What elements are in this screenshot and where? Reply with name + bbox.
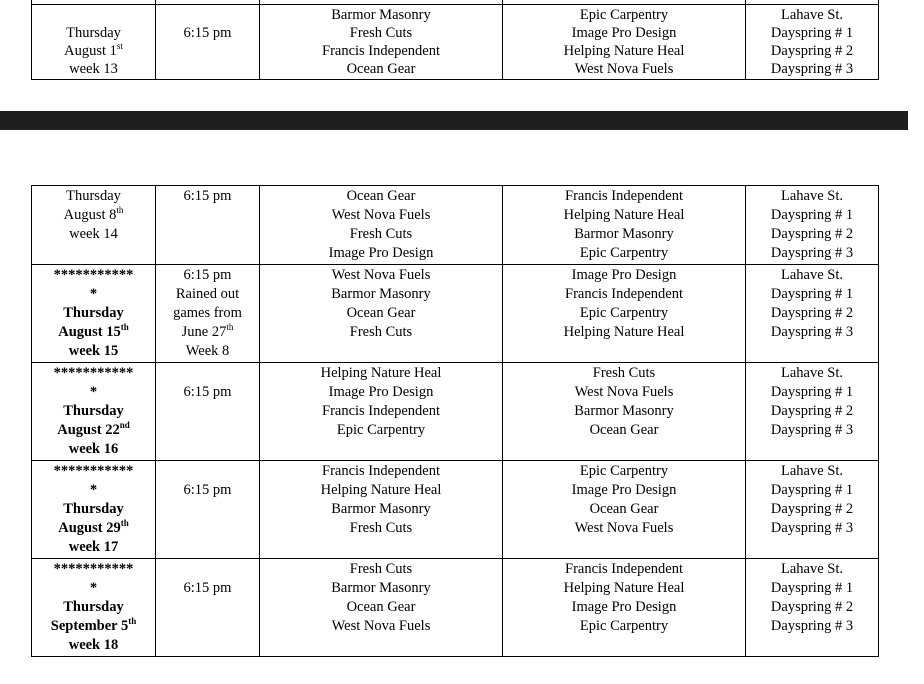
teams-col1-cell [260, 559, 503, 657]
team-name: Epic Carpentry [579, 305, 669, 321]
time-line: 6:15 pm [183, 384, 232, 400]
ordinal-superscript: th [128, 616, 137, 627]
date-line: August 1st [64, 41, 123, 59]
date-line: *********** [53, 267, 134, 283]
time-line: Week 8 [185, 343, 230, 359]
team-name: Image Pro Design [328, 384, 434, 400]
ordinal-superscript: st [116, 41, 123, 52]
fields-cell [746, 5, 879, 80]
date-line: week 13 [69, 61, 118, 77]
team-name: Epic Carpentry [579, 618, 669, 634]
date-line: August 8th [63, 205, 124, 223]
time-line [158, 462, 257, 481]
team-name: Barmor Masonry [331, 580, 431, 596]
fields-cell [746, 363, 879, 461]
team-name: Francis Independent [322, 403, 440, 419]
team-name: Image Pro Design [328, 245, 434, 261]
time-cell [156, 5, 260, 80]
team-name: Epic Carpentry [579, 463, 669, 479]
page-break-bar [0, 111, 908, 130]
schedule-table-page1 [31, 0, 879, 80]
team-name: Ocean Gear [346, 305, 416, 321]
date-cell [32, 461, 156, 559]
date-line: * [89, 482, 98, 498]
time-line: 6:15 pm [183, 25, 232, 41]
team-name: Ocean Gear [346, 599, 416, 615]
fields-cell [746, 186, 879, 265]
field-name: Dayspring # 1 [770, 286, 854, 302]
team-name: Barmor Masonry [331, 7, 431, 23]
schedule-table [31, 0, 879, 80]
field-name: Dayspring # 3 [770, 422, 854, 438]
team-name: Fresh Cuts [592, 365, 656, 381]
field-name: Dayspring # 3 [770, 618, 854, 634]
date-line: September 5th [50, 616, 137, 634]
team-name: Ocean Gear [589, 501, 659, 517]
team-name: Barmor Masonry [331, 501, 431, 517]
schedule-table [31, 185, 879, 657]
field-name: Lahave St. [780, 267, 843, 283]
time-line: Rained out [175, 286, 240, 302]
field-name: Dayspring # 1 [770, 207, 854, 223]
team-name: Image Pro Design [571, 25, 677, 41]
date-line: week 14 [69, 226, 118, 242]
field-name: Dayspring # 1 [770, 25, 854, 41]
time-line [158, 560, 257, 579]
time-cell [156, 186, 260, 265]
schedule-row [32, 5, 879, 80]
field-name: Dayspring # 2 [770, 403, 854, 419]
schedule-row [32, 363, 879, 461]
teams-col2-cell [503, 186, 746, 265]
date-line: *********** [53, 463, 134, 479]
date-line: week 17 [68, 539, 119, 555]
teams-col2-cell [503, 5, 746, 80]
date-line: August 15th [58, 322, 129, 340]
date-cell [32, 265, 156, 363]
schedule-table-body [32, 0, 879, 80]
date-line: Thursday [63, 305, 124, 321]
date-line: *********** [53, 365, 134, 381]
time-line [158, 6, 257, 24]
team-name: Ocean Gear [346, 188, 416, 204]
field-name: Dayspring # 2 [770, 599, 854, 615]
field-name: Dayspring # 2 [770, 43, 854, 59]
time-cell [156, 461, 260, 559]
date-cell [32, 5, 156, 80]
date-line: week 18 [68, 637, 119, 653]
teams-col1-cell [260, 186, 503, 265]
team-name: Helping Nature Heal [563, 580, 685, 596]
time-cell [156, 265, 260, 363]
date-line: *********** [53, 561, 134, 577]
team-name: Epic Carpentry [336, 422, 426, 438]
date-line: Thursday [66, 25, 121, 41]
date-line: Thursday [63, 599, 124, 615]
field-name: Lahave St. [780, 463, 843, 479]
team-name: Fresh Cuts [349, 561, 413, 577]
team-name: Image Pro Design [571, 267, 677, 283]
team-name: Francis Independent [565, 286, 683, 302]
ordinal-superscript: th [120, 518, 129, 529]
ordinal-superscript: th [116, 205, 124, 216]
date-line: August 29th [58, 518, 129, 536]
team-name: Ocean Gear [346, 61, 416, 77]
team-name: West Nova Fuels [331, 207, 431, 223]
field-name: Dayspring # 3 [770, 520, 854, 536]
field-name: Dayspring # 1 [770, 580, 854, 596]
ordinal-superscript: th [226, 322, 234, 333]
team-name: Barmor Masonry [574, 226, 674, 242]
time-line: June 27th [181, 322, 234, 340]
date-line: * [89, 580, 98, 596]
team-name: Helping Nature Heal [563, 43, 685, 59]
field-name: Dayspring # 1 [770, 482, 854, 498]
team-name: Francis Independent [565, 188, 683, 204]
field-name: Lahave St. [780, 561, 843, 577]
field-name: Lahave St. [780, 365, 843, 381]
ordinal-superscript: nd [119, 420, 130, 431]
date-line: * [89, 384, 98, 400]
team-name: West Nova Fuels [574, 61, 674, 77]
time-cell [156, 363, 260, 461]
teams-col2-cell [503, 265, 746, 363]
teams-col1-cell [260, 461, 503, 559]
team-name: Barmor Masonry [574, 403, 674, 419]
time-line [158, 364, 257, 383]
fields-cell [746, 265, 879, 363]
time-line: 6:15 pm [183, 482, 232, 498]
time-line: 6:15 pm [183, 580, 232, 596]
team-name: West Nova Fuels [331, 618, 431, 634]
teams-col2-cell [503, 363, 746, 461]
team-name: Image Pro Design [571, 599, 677, 615]
date-cell [32, 186, 156, 265]
team-name: Fresh Cuts [349, 226, 413, 242]
team-name: West Nova Fuels [574, 384, 674, 400]
team-name: Epic Carpentry [579, 245, 669, 261]
teams-col1-cell [260, 265, 503, 363]
schedule-table-body [32, 186, 879, 657]
field-name: Dayspring # 2 [770, 226, 854, 242]
team-name: Helping Nature Heal [563, 324, 685, 340]
field-name: Lahave St. [780, 188, 843, 204]
fields-cell [746, 559, 879, 657]
field-name: Dayspring # 3 [770, 324, 854, 340]
schedule-row [32, 559, 879, 657]
date-line: * [89, 286, 98, 302]
teams-col1-cell [260, 363, 503, 461]
schedule-row [32, 461, 879, 559]
field-name: Dayspring # 3 [770, 61, 854, 77]
ordinal-superscript: th [120, 322, 129, 333]
team-name: Ocean Gear [589, 422, 659, 438]
date-line: week 15 [68, 343, 119, 359]
team-name: Fresh Cuts [349, 520, 413, 536]
team-name: West Nova Fuels [331, 267, 431, 283]
teams-col1-cell [260, 5, 503, 80]
teams-col2-cell [503, 461, 746, 559]
fields-cell [746, 461, 879, 559]
team-name: Francis Independent [322, 43, 440, 59]
field-name: Dayspring # 2 [770, 501, 854, 517]
date-line [34, 6, 153, 24]
time-line: 6:15 pm [183, 188, 232, 204]
date-line: week 16 [68, 441, 119, 457]
schedule-row [32, 265, 879, 363]
team-name: Helping Nature Heal [320, 365, 442, 381]
date-cell [32, 363, 156, 461]
field-name: Lahave St. [780, 7, 843, 23]
date-line: Thursday [66, 188, 121, 204]
team-name: West Nova Fuels [574, 520, 674, 536]
field-name: Dayspring # 2 [770, 305, 854, 321]
team-name: Helping Nature Heal [563, 207, 685, 223]
time-line: games from [173, 305, 242, 321]
date-cell [32, 559, 156, 657]
team-name: Helping Nature Heal [320, 482, 442, 498]
team-name: Barmor Masonry [331, 286, 431, 302]
team-name: Fresh Cuts [349, 324, 413, 340]
team-name: Epic Carpentry [579, 7, 669, 23]
date-line: August 22nd [57, 420, 130, 438]
time-cell [156, 559, 260, 657]
team-name: Francis Independent [565, 561, 683, 577]
teams-col2-cell [503, 559, 746, 657]
date-line: Thursday [63, 501, 124, 517]
date-line: Thursday [63, 403, 124, 419]
schedule-row [32, 186, 879, 265]
team-name: Francis Independent [322, 463, 440, 479]
team-name: Fresh Cuts [349, 25, 413, 41]
field-name: Dayspring # 1 [770, 384, 854, 400]
team-name: Image Pro Design [571, 482, 677, 498]
field-name: Dayspring # 3 [770, 245, 854, 261]
schedule-table-page2 [31, 185, 879, 657]
time-line: 6:15 pm [183, 267, 232, 283]
